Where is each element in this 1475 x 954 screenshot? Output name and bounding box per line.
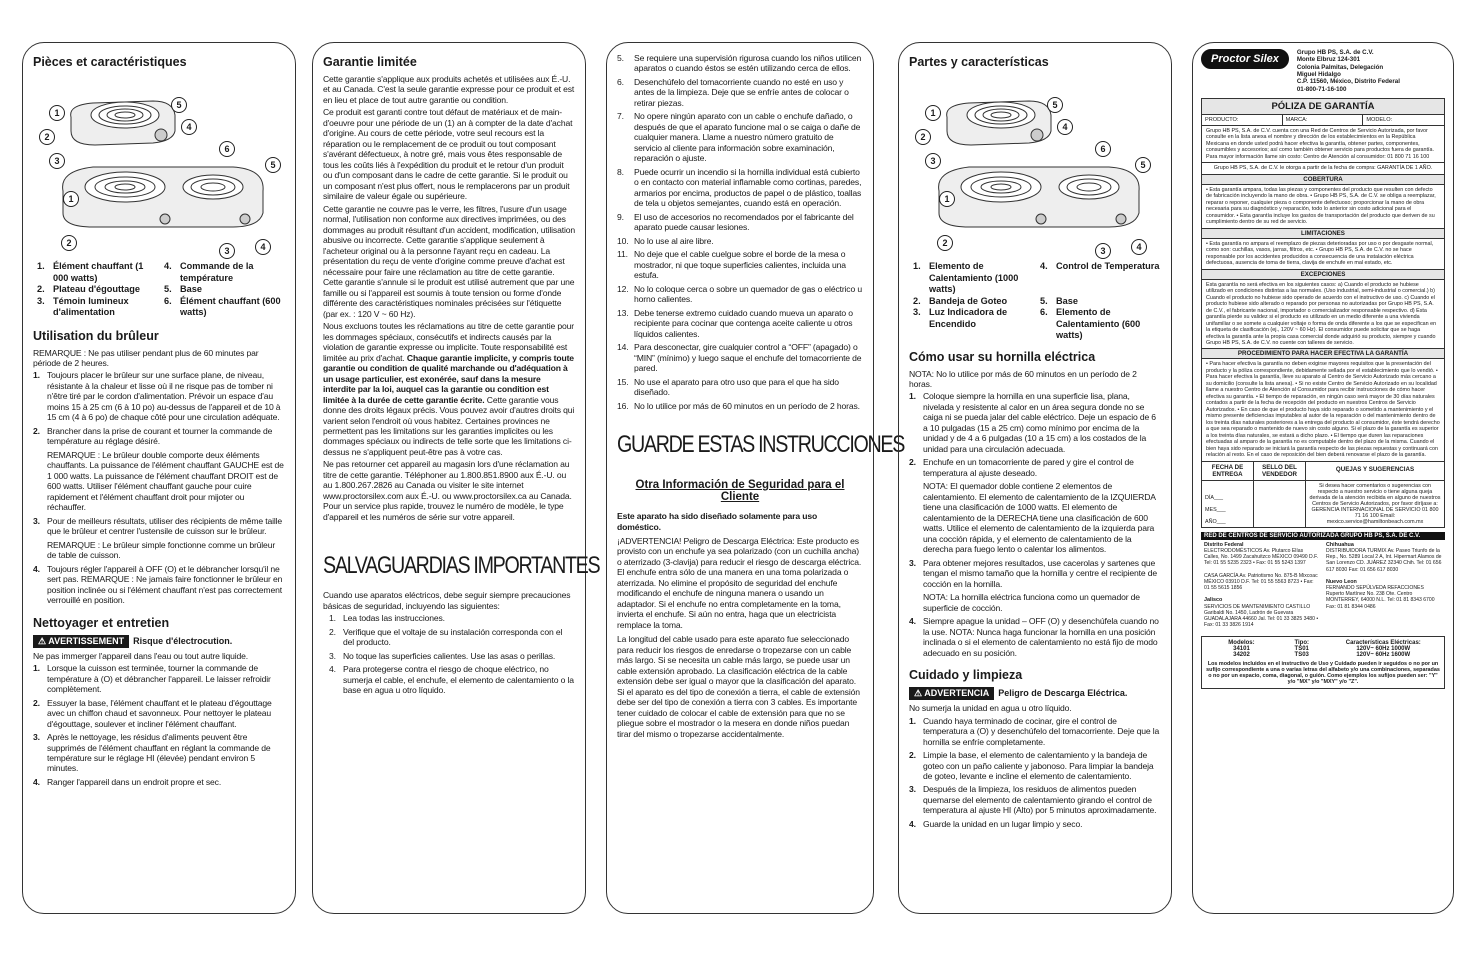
policy-guarantee: Grupo HB PS, S.A. de C.V. le otorga a partir de la fecha de compra: GARANTÍA DE 1 AÑO.	[1202, 162, 1444, 173]
list-item: 1. Coloque siempre la hornilla en una superficie lisa, plana, nivelada y resistente al calor en un área segura donde no se caiga ni se pueda jalar del cable eléctrico. Deje un espacio de 6 a 10 pulgadas (15 a 25 cm) como mínimo por encima de la unidad y de 4 a 6 pulgadas (10 a 15 cm) a los costados de la unidad para una circulación adecuada.	[909, 391, 1156, 454]
list-item: 14. Para desconectar, gire cualquier control a “OFF” (apagado) o “MIN” (mínimo) y luego saque el enchufe del tomacorriente de pared.	[617, 342, 862, 374]
list-item: 2. Verifique que el voltaje de su instalación corresponda con el del producto.	[329, 626, 563, 648]
policy-box	[1201, 98, 1445, 528]
warranty-paragraph: Cette garantie s'applique aux produits achetés et utilisées aux É.-U. et au Canada. C'est la seule garantie expresse pour ce produit et est en lieu et place de tout autre garantie ou condition.	[323, 74, 575, 105]
plug-warning: ¡ADVERTENCIA! Peligro de Descarga Eléctrica: Este producto es provisto con un enchufe ya sea polarizado (con un cuchilla ancha) o aterrizado (3-clavija) para reducir el riesgo de descarga eléctrica. El enchufe entra sólo de una manera en una toma polarizada o aterrizada. No elimine el propósito de seguridad del enchufe modificando el enchufe de ninguna manera o usando un adaptador. Si el enchufe no entra completamente en la toma, invierta el enchufe. Si aún no entra, haga que un electricista remplace la toma.	[617, 535, 862, 630]
legend-item: 2. Plateau d'égouttage	[37, 284, 140, 294]
list-item: 4. Siempre apague la unidad – OFF (O) y desenchúfela cuando no la use. NOTA: Nunca haga funcionar la hornilla en una posición inclinada o si el elemento de calentamiento no está fijo de modo adecuado en su posición.	[909, 616, 1159, 658]
callout-1: 1	[925, 105, 941, 121]
models-row: 34101 TS01 120V~ 60Hz 1000W	[1233, 646, 1411, 653]
models-head: Modelos: Tipo: Características Eléctricas:	[1228, 640, 1421, 647]
clean-intro-es: No sumerja la unidad en agua u otro líquido.	[909, 703, 1072, 714]
company-address: Grupo HB PS, S.A. de C.V. Monte Elbruz 124-301 Colonia Palmitas, Delegación Miguel Hidalgo C.P. 11560, México, Distrito Federal 01-800-71-16-100	[1296, 49, 1400, 93]
list-item: 10. No lo use al aire libre.	[617, 235, 714, 246]
legend-item: 6. Elemento de Calentamiento (600 watts)	[1040, 307, 1141, 340]
warranty-paragraph: Cette garantie ne couvre pas le verre, les filtres, l'usure d'un usage normal, l'utilisation non conforme aux directives imprimées, ou des dommages au produit résultant d'un accident, modification, utilisation abusive ou incorrecte. Cette garantie s'applique seulement à l'acheteur original ou à la personne l'ayant reçu en cadeau. La présentation du reçu de vente d'origine comme preuve d'achat est nécessaire pour faire une réclamation au titre de cette garantie. Cette garantie s'annule si le produit est utilisé autrement que par une famille ou si l'appareil est soumis à toute tension ou forme d'onde différente des caractéristiques nominales précisées sur l'étiquette (par ex. : 120 V ~ 60 Hz).	[323, 203, 575, 319]
list-item: 4. Ranger l'appareil dans un endroit propre et sec.	[33, 776, 222, 787]
callout-1b: 1	[63, 191, 79, 207]
callout-1b: 1	[939, 191, 955, 207]
callout-2b: 2	[61, 235, 77, 251]
cord-note: La longitud del cable usado para este aparato fue seleccionado para reducir los riesgos de enredarse o tropezarse con un cable más largo. Si se necesita un cable más largo, se puede usar un cable extensión aprobado. La clasificación eléctrica de la cable extensión debe ser igual o mayor que la clasificación del aparato. Si el aparato es del tipo de conexión a tierra, el cable de extensión debe ser del tipo de conexión a tierra con 3 cables. Es importante tener cuidado de colocar el cable de extensión para que no se pliegue sobre el mostrador o la mesera en donde niños puedan tirar del mismo o tropezarse accidentalmente.	[617, 634, 860, 739]
domestic-use-note: Este aparato ha sido diseñado solamente para uso doméstico.	[617, 511, 818, 532]
policy-header	[1201, 49, 1445, 93]
service-centers	[1201, 540, 1445, 630]
models-note: Los modelos incluidos en el instructivo de Uso y Cuidado pueden ir seguidos o no por un sufijo correspondiente a una o varias letras del alfabeto y/o una combinaciones, separadas o no por un espacio, coma, diagonal, o guión. Como ejemplos los sufijos pueden ser: "Y" y/o "MX" y/o "MXY" y/o "Z".	[1206, 661, 1440, 686]
callout-5: 5	[1047, 97, 1063, 113]
callout-4b: 4	[255, 239, 271, 255]
section-title-use-fr: Utilisation du brûleur	[33, 328, 159, 343]
warning-line-fr: ⚠ AVERTISSEMENT Risque d'électrocution.	[33, 635, 285, 648]
service-network-title: RED DE CENTROS DE SERVICIO AUTORIZADA GRUPO HB PS, S.A. DE C.V.	[1201, 532, 1445, 540]
legend-item: 6. Élément chauffant (600 watts)	[164, 295, 281, 317]
warranty-paragraph: Ce produit est garanti contre tout défaut de matériaux et de main-d'oeuvre pour une période de un (1) an à compter de la date d'achat d'origine. Au cours de cette période, votre seul recours est la réparation ou le remplacement de ce produit ou tout composant s'avérant défectueux, à notre gré, mais vous êtes responsable de tous les coûts liés à l'expédition du produit et le retour d'un produit ou d'un composant dans le cadre de cette garantie. Si le produit ou un composant n'est plus offert, nous le remplacerons par un produit similaire de valeur égale ou supérieure.	[323, 107, 573, 202]
list-item: 3. No toque las superficies calientes. Use las asas o perillas.	[329, 650, 556, 661]
legend-item: 3. Témoin lumineux d'alimentation	[37, 295, 129, 317]
list-item: 16. No lo utilice por más de 60 minutos en un período de 2 horas.	[617, 400, 860, 411]
callout-3: 3	[925, 153, 941, 169]
subhead-otra-informacion: Otra Información de Seguridad para el Cliente	[635, 479, 845, 504]
delivery-table-head: FECHA DE ENTREGA SELLO DEL VENDEDOR QUEJAS Y SUGERENCIAS	[1202, 461, 1444, 480]
quejas-text: Si desea hacer comentarios o sugerencias con respecto a nuestro servicio o tiene alguna queja derivada de la atención recibida en alguno de nuestros Centros de Servicio Autorizados, por favor diríjase a: GERENCIA INTERNACIONAL DE SERVICIO 01 800 71 16 100 Email: mexico.service@hamiltonbeach.com.mx	[1309, 482, 1441, 525]
burner-illustration-fr	[33, 75, 285, 255]
big-title-salvaguardias: SALVAGUARDIAS IMPORTANTES	[323, 552, 600, 580]
callout-3b: 3	[219, 243, 235, 259]
panel-spanish-parts	[898, 42, 1172, 914]
seller-stamp-area	[1254, 481, 1306, 527]
service-col-right: Chihuahua DISTRIBUIDORA TURMIX Av. Paseo Triunfo de la Rep., No. 5289 Local 2 A, Int. Hipermart Alamos de San Lorenzo CD. JUÁREZ 32340 Chih. Tel: 01 656 617 8030 Fax: 01 656 617 8030 Nuevo Leon FERNANDO SEPÚLVEDA REFACCIONES Ruperto Martínez No. 238 Ote. Centro MONTERREY, 64000 N.L. Tel: 01 81 8343 6700 Fax: 01 81 8344 0486	[1326, 541, 1442, 610]
limitaciones-title: LIMITACIONES	[1202, 228, 1444, 239]
list-item: 1. Lea todas las instrucciones.	[329, 613, 445, 624]
use-note-es: NOTA: No lo utilice por más de 60 minutos en un período de 2 horas.	[909, 368, 1137, 389]
callout-1: 1	[49, 105, 65, 121]
list-item: 7. No opere ningún aparato con un cable o enchufe dañado, o después de que el aparato funcione mal o se caiga o dañe de cualquier manera. Llame a nuestro número gratuito de servicio al cliente para información sobre examinación, reparación o ajuste.	[617, 111, 861, 164]
list-item: 1. Cuando haya terminado de cocinar, gire el control de temperatura a (O) y desenchúfelo del tomacorriente. Deje que la hornilla se enfríe completamente.	[909, 715, 1160, 747]
field-marca: MARCA:	[1283, 115, 1364, 125]
list-item: 12. No lo coloque cerca o sobre un quemador de gas o eléctrico u horno calientes.	[617, 283, 862, 305]
list-item: 3. Après le nettoyage, les résidus d'aliments peuvent être supprimés de l'élément chauffant en réglant la commande de température sur le réglage HI (élevée) pendant environ 5 minutes.	[33, 732, 271, 774]
hotplate-drawing	[33, 75, 283, 255]
section-title-parts-fr: Pièces et caractéristiques	[33, 55, 187, 69]
list-item: 2. Brancher dans la prise de courant et tourner la commande de température au réglage désiré. REMARQUE : Le brûleur double comporte deux éléments chauffants. La puissance de l'élément chauffant GAUCHE est de 1 000 watts. La puissance de l'élément chauffant DROIT est de 600 watts. Utiliser l'élément chauffant gauche pour cuire rapidement et l'élément chauffant droit pour mijoter ou réchauffer.	[33, 425, 284, 513]
delivery-table-body	[1202, 480, 1444, 527]
callout-5b: 5	[1135, 157, 1151, 173]
use-steps-es	[909, 391, 1161, 658]
safeguards-intro: Cuando use aparatos eléctricos, debe seguir siempre precauciones básicas de seguridad, incluyendo las siguientes:	[323, 590, 571, 611]
list-item: 15. No use el aparato para otro uso que para el que ha sido diseñado.	[617, 376, 839, 398]
callout-4: 4	[1057, 119, 1073, 135]
cobertura-title: COBERTURA	[1202, 174, 1444, 185]
callout-4b: 4	[1131, 239, 1147, 255]
list-item: 4. Guarde la unidad en un lugar limpio y seco.	[909, 818, 1083, 829]
list-item: 4. Para protegerse contra el riesgo de choque eléctrico, no sumerja el cable, el enchufe, el elemento de calentamiento o la base en agua u otro líquido.	[329, 664, 574, 696]
callout-2: 2	[915, 129, 931, 145]
list-item: 8. Puede ocurrir un incendio si la hornilla individual está cubierto o en contacto con material inflamable como cortinas, paredes, armarios por encima, productos de papel o de plástico, toallas de tela u objetos semejantes, cuando está en operación.	[617, 166, 862, 209]
callout-6: 6	[1095, 141, 1111, 157]
policy-intro: Grupo HB PS, S.A. de C.V. cuenta con una Red de Centros de Servicio Autorizada, por favor consulte en la lista anexa el nombre y dirección de los establecimientos en la República Mexicana en donde usted podrá hacer efectiva la garantía, obtener partes, componentes, consumibles y accesorios; así como también obtener servicio para productos fuera de garantía. Para mayor información llame sin costo: Centro de Atención al consumidor: 01 800 71 16 100	[1206, 127, 1435, 160]
list-item: 3. Después de la limpieza, los residuos de alimentos pueden quemarse del elemento de calentamiento girando el control de temperatura al ajuste HI (Alto) por 5 minutos aproximadamente.	[909, 784, 1157, 816]
list-item: 1. Toujours placer le brûleur sur une surface plane, de niveau, résistante à la chaleur et lisse où il ne risque pas de tomber ni n'être tiré par le cordon d'alimentation. Prévoir un espace d'au moins 15 à 25 cm (6 à 10 po) au-dessus de l'appareil et de 10 à 15 cm (4 à 6 po) de chaque côté pour une circulation adéquate.	[33, 370, 281, 423]
list-item: 11. No deje que el cable cuelgue sobre el borde de la mesa o mostrador, ni que toque superficies calientes, incluida una estufa.	[617, 249, 846, 281]
callout-4: 4	[181, 119, 197, 135]
callout-3b: 3	[1095, 243, 1111, 259]
excepciones-text: Esta garantía no será efectiva en los siguientes casos: a) Cuando el producto se hubiese utilizado en condiciones distintas a las normales. (Uso industrial, semi-industrial o comercial.) b) Cuando el producto no hubiese sido operado de acuerdo con el instructivo de uso. c) Cuando el producto hubiese sido alterado o reparado por personas no autorizadas por Grupo HB PS, S.A. de C.V., el fabricante nacional, importador o comercializador responsable respectivo. d) Esta garantía pierde su validez si el producto es utilizado en un medio diferente a una vivienda unifamiliar o se somete a cualquier voltaje o forma de onda diferente a los que se especifican en la etiqueta de clasificación (ej., 120V ~ 60 Hz). El consumidor puede solicitar que se haga efectiva la garantía ante la propia casa comercial donde adquirió su producto, siempre y cuando Grupo HB PS, S.A. de C.V. no cuente con talleres de servicio.	[1206, 281, 1437, 346]
legend-item: 3. Luz Indicadora de Encendido	[913, 307, 1008, 329]
clean-steps-es	[909, 716, 1161, 830]
warranty-paragraph: Nous excluons toutes les réclamations au titre de cette garantie pour les dommages spéciaux, consécutifs et indirects causés par la violation de garantie expresse ou implicite. Toute responsabilité est limitée au prix d'achat. Chaque garantie implicite, y compris toute garantie ou condition de qualité marchande ou d'adéquation à un usage particulier, est exonérée, sauf dans la mesure interdite par la loi, auquel cas la garantie ou condition est limitée à la durée de cette garantie écrite. Cette garantie vous donne des droits légaux précis. Vous pouvez avoir d'autres droits qui varient selon l'endroit où vous habitez. Certaines provinces ne permettent pas les limitations sur les garanties implicites ou les dommages spéciaux ou indirects de telle sorte que les limitations ci-dessus ne s'appliquent peut-être pas à votre cas.	[323, 321, 575, 457]
callout-6: 6	[219, 141, 235, 157]
list-item: 6. Desenchúfelo del tomacorriente cuando no esté en uso y antes de la limpieza. Deje que se enfríe antes de colocar o retirar piezas.	[617, 76, 849, 108]
callout-5: 5	[171, 97, 187, 113]
section-title-clean-es: Cuidado y limpieza	[909, 668, 1023, 683]
clean-intro-fr: Ne pas immerger l'appareil dans l'eau ou tout autre liquide.	[33, 650, 248, 661]
list-item: 4. Toujours régler l'appareil à OFF (O) et le débrancher lorsqu'il ne sert pas. REMARQUE : Ne jamais faire fonctionner le brûleur en position inclinée ou si l'élément chauffant n'est pas correctement verrouillé en position.	[33, 563, 283, 606]
callout-2b: 2	[937, 235, 953, 251]
parts-legend-fr	[37, 261, 285, 319]
list-item: 9. El uso de accesorios no recomendados por el fabricante del aparato puede causar lesiones.	[617, 211, 854, 233]
product-fields	[1202, 115, 1444, 126]
safeguards-list	[323, 613, 575, 695]
list-item: 5. Se requiere una supervisión rigurosa cuando los niños utilicen aparatos o cuando éstos se estén utilizando cerca de ellos.	[617, 53, 862, 74]
service-col-left: Distrito Federal ELECTRODOMÉSTICOS Av. Plutarco Elías Calles, No. 1499 Zacahuitzco MÉXICO 09490 D.F. Tel: 01 55 5235 2323 • Fax: 01 55 5243 1397 CASA GARCÍA Av. Patriotismo No. 875-B Mixcoac MÉXICO 03910 D.F. Tel: 01 55 5563 8723 • Fax: 01 55 5615 1856 Jalisco SERVICIOS DE MANTENIMIENTO CASTILLO Garibaldi No. 1450, Ladrón de Guevara GUADALAJARA 44660 Jal. Tel: 01 33 3825 3480 • Fax: 01 33 3826 1914	[1204, 541, 1319, 628]
section-title-warranty: Garantie limitée	[323, 55, 417, 69]
callout-3: 3	[49, 153, 65, 169]
list-item: 2. Limpie la base, el elemento de calentamiento y la bandeja de goteo con un paño caliente y jabonoso. Para limpiar la bandeja de goteo, levante e incline el elemento de calentamiento.	[909, 750, 1154, 781]
date-fields: DÍA___ MES___ AÑO___	[1202, 481, 1254, 527]
safeguards-list-cont	[617, 53, 863, 411]
callout-5b: 5	[265, 157, 281, 173]
section-title-parts-es: Partes y características	[909, 55, 1049, 69]
section-title-use-es: Cómo usar su hornilla eléctrica	[909, 349, 1096, 364]
warranty-paragraph: Ne pas retourner cet appareil au magasin lors d'une réclamation au titre de cette garantie. Téléphoner au 1.800.851.8900 aux É.-U. ou au 1.800.267.2826 au Canada ou visiter le site internet www.proctorsilex.com aux É.-U. ou www.proctorsilex.ca au Canada. Pour un service plus rapide, trouvez le numéro de modèle, le type d'appareil et les numéros de série sur votre appareil.	[323, 459, 572, 522]
use-note-fr: REMARQUE : Ne pas utiliser pendant plus de 60 minutes par période de 2 heures.	[33, 347, 259, 368]
panel-french-warranty	[312, 42, 600, 914]
panel-warranty-policy	[1192, 42, 1454, 914]
procedimiento-text: • Para hacer efectiva la garantía no deben exigirse mayores requisitos que la presentación del producto y la póliza correspondiente, debidamente sellada por el establecimiento que lo vendió. • Para hacer efectiva la garantía, lleve su aparato al Centro de Servicio Autorizado más cercano a su domicilio (consulte la lista anexa). • Si no existe Centro de Servicio Autorizado en su localidad llame a nuestro Centro de Atención al Consumidor para recibir instrucciones de cómo hacer efectiva su garantía. • El tiempo de reparación, en ningún caso será mayor de 30 días naturales contados a partir de la fecha de recepción del producto en nuestros Centros de Servicio Autorizados. • En caso de que el producto haya sido reparado o sometido a mantenimiento y el mismo presente deficiencias imputables al autor de la reparación o del mantenimiento dentro de los treinta días naturales posteriores a la entrega del producto al consumidor, éste tendrá derecho a que sea reparado o mantenido de nuevo sin costo alguno. Si el plazo de la garantía es superior a los treinta días naturales, se estará a dicho plazo. • El tiempo que duren las reparaciones efectuadas al amparo de la garantía no es computable dentro del plazo de la misma. Cuando el bien haya sido reparado se iniciará la garantía respecto de las piezas repuestas y continuará con relación al resto. En el caso de reposición del bien deberá renovarse el plazo de la garantía.	[1206, 361, 1440, 459]
panel-french-parts	[22, 42, 296, 914]
burner-illustration-es	[909, 75, 1161, 255]
policy-title: PÓLIZA DE GARANTÍA	[1202, 99, 1444, 115]
field-producto: PRODUCTO:	[1202, 115, 1283, 125]
legend-item: 5. Base	[164, 284, 202, 294]
list-item: 3. Pour de meilleurs résultats, utiliser des récipients de même taille que le brûleur et centrer l'ustensile de cuisson sur le brûleur. REMARQUE : Le brûleur simple fonctionne comme un brûleur de table de cuisson.	[33, 515, 282, 561]
legend-item: 5. Base	[1040, 295, 1078, 306]
legend-item: 4. Commande de la température	[164, 261, 254, 283]
models-row: 34202 TS03 120V~ 60Hz 1600W	[1233, 652, 1411, 659]
list-item: 2. Essuyer la base, l'élément chauffant et le plateau d'égouttage avec un chiffon chaud et savonneux. Pour nettoyer le plateau d'égouttage, soulever et incliner l'élément chauffant.	[33, 697, 272, 729]
legend-item: 2. Bandeja de Goteo	[913, 295, 1008, 306]
legend-item: 1. Elemento de Calentamiento (1000 watts)	[913, 261, 1019, 294]
use-steps-fr	[33, 370, 285, 605]
list-item: 2. Enchufe en un tomacorriente de pared y gire el control de temperatura al ajuste deseado. NOTA: El quemador doble contiene 2 elementos de calentamiento. El elemento de calentamiento de la IZQUIERDA tiene una clasificación de 1000 watts. El elemento de calentamiento de la DERECHA tiene una clasificación de 600 watts. Utilice el elemento de calentamiento de la izquierda para una cocción rápida, y el elemento de calentamiento de la derecha para fuego lento o calentar los alimentos.	[909, 457, 1156, 555]
hotplate-drawing-es	[909, 75, 1159, 255]
list-item: 13. Debe tenerse extremo cuidado cuando mueva un aparato o recipiente para cocinar que contenga aceite caliente u otros líquidos calientes.	[617, 307, 853, 339]
field-modelo: MODELO:	[1366, 116, 1393, 123]
warning-line-es: ⚠ ADVERTENCIA Peligro de Descarga Eléctrica.	[909, 687, 1161, 700]
list-item: 3. Para obtener mejores resultados, use cacerolas y sartenes que tengan el mismo tamaño que la hornilla y centre el recipiente de cocción en la hornilla. NOTA: La hornilla eléctrica funciona como un quemador de superficie de cocción.	[909, 557, 1158, 613]
legend-item: 1. Élément chauffant (1 000 watts)	[37, 261, 144, 283]
parts-legend-es	[913, 261, 1161, 342]
cobertura-text: • Esta garantía ampara, todas las piezas y componentes del producto que resulten con defecto de fabricación incluyendo la mano de obra. • Grupo HB PS, S.A. de C.V. se obliga a reemplazar, reparar o reponer, cualquier pieza o componente defectuoso; proporcionar la mano de obra necesaria para su diagnóstico y reparación, todo lo anterior sin costo adicional para el consumidor. • Esta garantía incluye los gastos de transportación del producto que deriven de su cumplimiento dentro de su red de servicio.	[1206, 186, 1436, 226]
panel-spanish-safeguards	[606, 42, 905, 914]
big-title-guarde: GUARDE ESTAS INSTRUCCIONES	[617, 431, 905, 459]
clean-steps-fr	[33, 663, 285, 787]
list-item: 1. Lorsque la cuisson est terminée, tourner la commande de température à (O) et débrancher l'appareil. Le laisser refroidir complètement.	[33, 663, 271, 695]
models-table	[1201, 636, 1445, 689]
callout-2: 2	[39, 129, 55, 145]
brand-logo: Proctor Silex	[1201, 49, 1289, 69]
procedimiento-title: PROCEDIMIENTO PARA HACER EFECTIVA LA GARANTÍA	[1202, 348, 1444, 359]
warning-badge: ⚠ ADVERTENCIA	[909, 687, 994, 700]
warning-badge: ⚠ AVERTISSEMENT	[33, 635, 129, 648]
excepciones-title: EXCEPCIONES	[1202, 269, 1444, 280]
limitaciones-text: • Esta garantía no ampara el reemplazo de piezas deterioradas por uso o por desgaste normal, como son: cuchillas, vasos, jarras, filtros, etc. • Grupo HB PS, S.A. de C.V. no se hace responsable por los accidentes producidos a consecuencia de una instalación eléctrica defectuosa, ausencia de toma de tierra, clavija de enchufe en mal estado, etc.	[1206, 240, 1434, 267]
section-title-clean-fr: Nettoyager et entretien	[33, 615, 170, 630]
legend-item: 4. Control de Temperatura	[1040, 261, 1160, 271]
